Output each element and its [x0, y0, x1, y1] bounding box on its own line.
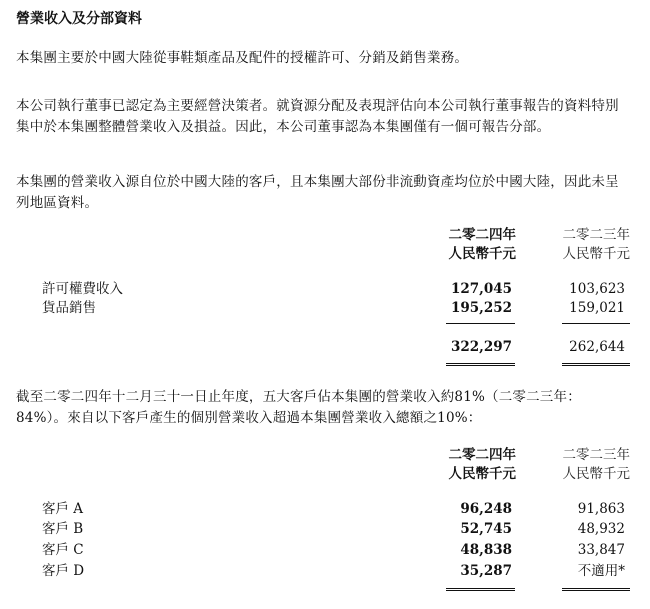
table1-header-prior-unit: 人民幣千元: [562, 246, 630, 262]
table1-row-label: 許可權費收入: [42, 281, 123, 297]
paragraph-major-customers: 截至二零二四年十二月三十一日止年度，五大客戶佔本集團的營業收入約81%（二零二三年：84%）。來自以下客戶產生的個別營業收入超過本集團營業收入總額之10%：: [16, 389, 581, 426]
paragraph-business: 本集團主要於中國大陸從事鞋類產品及配件的授權許可、分銷及銷售業務。: [16, 50, 469, 66]
table2-row-label: 客戶 C: [42, 542, 84, 558]
table1-total-current: 322,297: [450, 339, 512, 355]
section-title: 營業收入及分部資料: [16, 11, 142, 27]
table1-header-current-unit: 人民幣千元: [448, 246, 516, 262]
table1-header-current-year: 二零二四年: [448, 227, 516, 243]
table2-row-prior: 不適用*: [577, 563, 625, 579]
table2-row-current: 48,838: [460, 542, 512, 558]
table1-total-prior: 262,644: [569, 339, 625, 355]
table2-header-prior-year: 二零二三年: [562, 447, 630, 463]
table2-header-prior-unit: 人民幣千元: [562, 466, 630, 482]
table1-header-prior-year: 二零二三年: [562, 227, 630, 243]
table1-row-current: 195,252: [450, 300, 512, 316]
table1-subtotal-rule-current: [446, 323, 515, 324]
table2-total-rule-prior: [562, 588, 630, 591]
table2-row-current: 35,287: [460, 563, 512, 579]
table1-row-prior: 103,623: [569, 281, 625, 297]
table2-header-current-year: 二零二四年: [448, 447, 516, 463]
table1-subtotal-rule-prior: [562, 323, 630, 324]
table2-row-prior: 48,932: [577, 521, 625, 537]
table2-header-current-unit: 人民幣千元: [448, 466, 516, 482]
table1-row-current: 127,045: [450, 281, 512, 297]
table2-row-current: 52,745: [460, 521, 512, 537]
table2-row-current: 96,248: [460, 501, 512, 517]
table1-total-rule-prior: [562, 363, 630, 366]
table2-row-label: 客戶 A: [42, 501, 84, 517]
table1-row-prior: 159,021: [569, 300, 625, 316]
table1-row-label: 貨品銷售: [42, 300, 96, 316]
table2-row-label: 客戶 B: [42, 521, 84, 537]
table1-total-rule-current: [446, 363, 515, 366]
table2-total-rule-current: [446, 588, 515, 591]
table2-row-prior: 91,863: [577, 501, 625, 517]
table2-row-prior: 33,847: [577, 542, 625, 558]
paragraph-geography: 本集團的營業收入源自位於中國大陸的客戶，且本集團大部份非流動資產均位於中國大陸，因此未呈列地區資料。: [16, 174, 619, 211]
paragraph-segment: 本公司執行董事已認定為主要經營決策者。就資源分配及表現評估向本公司執行董事報告的資料特別集中於本集團整體營業收入及損益。因此，本公司董事認為本集團僅有一個可報告分部。: [16, 98, 619, 135]
table2-row-label: 客戶 D: [42, 563, 85, 579]
